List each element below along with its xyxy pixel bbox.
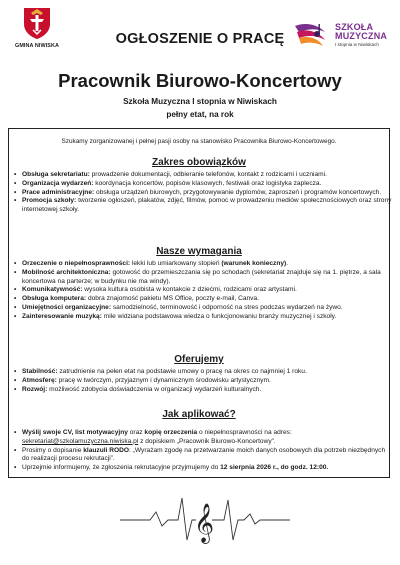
- apply-list: [13, 429, 394, 473]
- list-item: • Prosimy o dopisanie klauzuli RODO: „Wyrażam zgodę na przetwarzanie moich danych osobowych dla potrzeb niezbędnych do realizacji procesu rekrutacji”.: [22, 447, 394, 465]
- school-name-line2: MUZYCZNA: [335, 31, 388, 41]
- list-item: • Uprzejmie informujemy, że zgłoszenia rekrutacyjne przyjmujemy do 12 sierpnia 2026 r., do godz. 12:00.: [22, 464, 394, 473]
- list-item: • Atmosferę: pracę w twórczym, przyjaznym i dynamicznym środowisku artystycznym.: [22, 377, 394, 386]
- list-item: • Obsługa sekretariatu: prowadzenie dokumentacji, odbieranie telefonów, kontakt z rodzicami i uczniami.: [22, 171, 394, 180]
- school-name-line1: SZKOŁA: [335, 22, 374, 32]
- list-item: • Wyślij swoje CV, list motywacyjny oraz kopię orzeczenia o niepełnosprawności na adres: sekretariat@szkolamuzyczna.niwiska.pl z dopiskiem „Pracownik Biurowo-Koncertowy”.: [22, 429, 394, 447]
- duties-heading: Zakres obowiązków: [152, 157, 246, 168]
- list-item: • Stabilność: zatrudnienie na pełen etat na podstawie umowy o pracę na okres co najmniej 1 roku.: [22, 368, 394, 377]
- announcement-title: OGŁOSZENIE O PRACĘ: [115, 31, 285, 47]
- list-item: • Rozwój: możliwość zdobycia doświadczenia w organizacji wydarzeń kulturalnych.: [22, 386, 394, 395]
- school-subtitle: I stopnia w Niwiskach: [335, 42, 379, 47]
- music-school-emblem-icon: [291, 20, 331, 50]
- intro-text: Szukamy zorganizowanej i pełnej pasji osoby na stanowisko Pracownika Biurowo-Koncertowego.: [61, 138, 337, 145]
- heartbeat-clef-decoration: [0, 488, 400, 565]
- list-item: • Prace administracyjne: obsługa urządzeń biurowych, przygotowywanie dyplomów, zaproszeń i programów koncertowych.: [22, 189, 394, 198]
- crest-label: GMINA NIWISKA: [15, 43, 59, 49]
- treble-clef-icon: 𝄞: [193, 503, 215, 543]
- offer-heading: Oferujemy: [174, 354, 224, 365]
- list-item: • Mobilność architektoniczna: gotowość do przemieszczania się po schodach (sekretariat znajduje się na 1. piętrze, a sala koncertowa na parterze; w budynku nie ma windy).: [22, 269, 394, 287]
- list-item: • Promocja szkoły: tworzenie ogłoszeń, plakatów, zdjęć, filmów, pomoc w prowadzeniu mediów społecznościowych oraz strony internetowej szkoły.: [22, 197, 394, 215]
- job-school: Szkoła Muzyczna I stopnia w Niwiskach: [123, 97, 277, 106]
- school-logo: [291, 20, 391, 52]
- apply-heading: Jak aplikować?: [162, 409, 236, 420]
- email-link[interactable]: sekretariat@szkolamuzyczna.niwiska.pl: [22, 437, 139, 445]
- job-terms: pełny etat, na rok: [166, 110, 234, 119]
- list-item: • Organizacja wydarzeń: koordynacja koncertów, popisów klasowych, festiwali oraz logistyka zaplecza.: [22, 180, 394, 189]
- list-item: • Zainteresowanie muzyką: mile widziana podstawowa wiedza o funkcjonowaniu branży muzycznej i szkoły.: [22, 313, 394, 322]
- content-box: [8, 128, 390, 478]
- offer-list: [13, 368, 394, 394]
- school-name: [335, 23, 387, 41]
- list-item: • Orzeczenie o niepełnosprawności: lekki lub umiarkowany stopień (warunek konieczny).: [22, 260, 394, 269]
- duties-list: [13, 171, 394, 215]
- list-item: • Obsługa komputera: dobra znajomość pakietu MS Office, poczty e-mail, Canva.: [22, 295, 394, 304]
- requirements-heading: Nasze wymagania: [156, 246, 242, 257]
- list-item: • Umiejętności organizacyjne: samodzielność, terminowość i odporność na stres podczas wydarzeń na żywo.: [22, 304, 394, 313]
- job-title: Pracownik Biurowo-Koncertowy: [58, 70, 342, 91]
- list-item: • Komunikatywność: wysoka kultura osobista w kontakcie z dziećmi, rodzicami oraz artystami.: [22, 286, 394, 295]
- requirements-list: [13, 260, 394, 322]
